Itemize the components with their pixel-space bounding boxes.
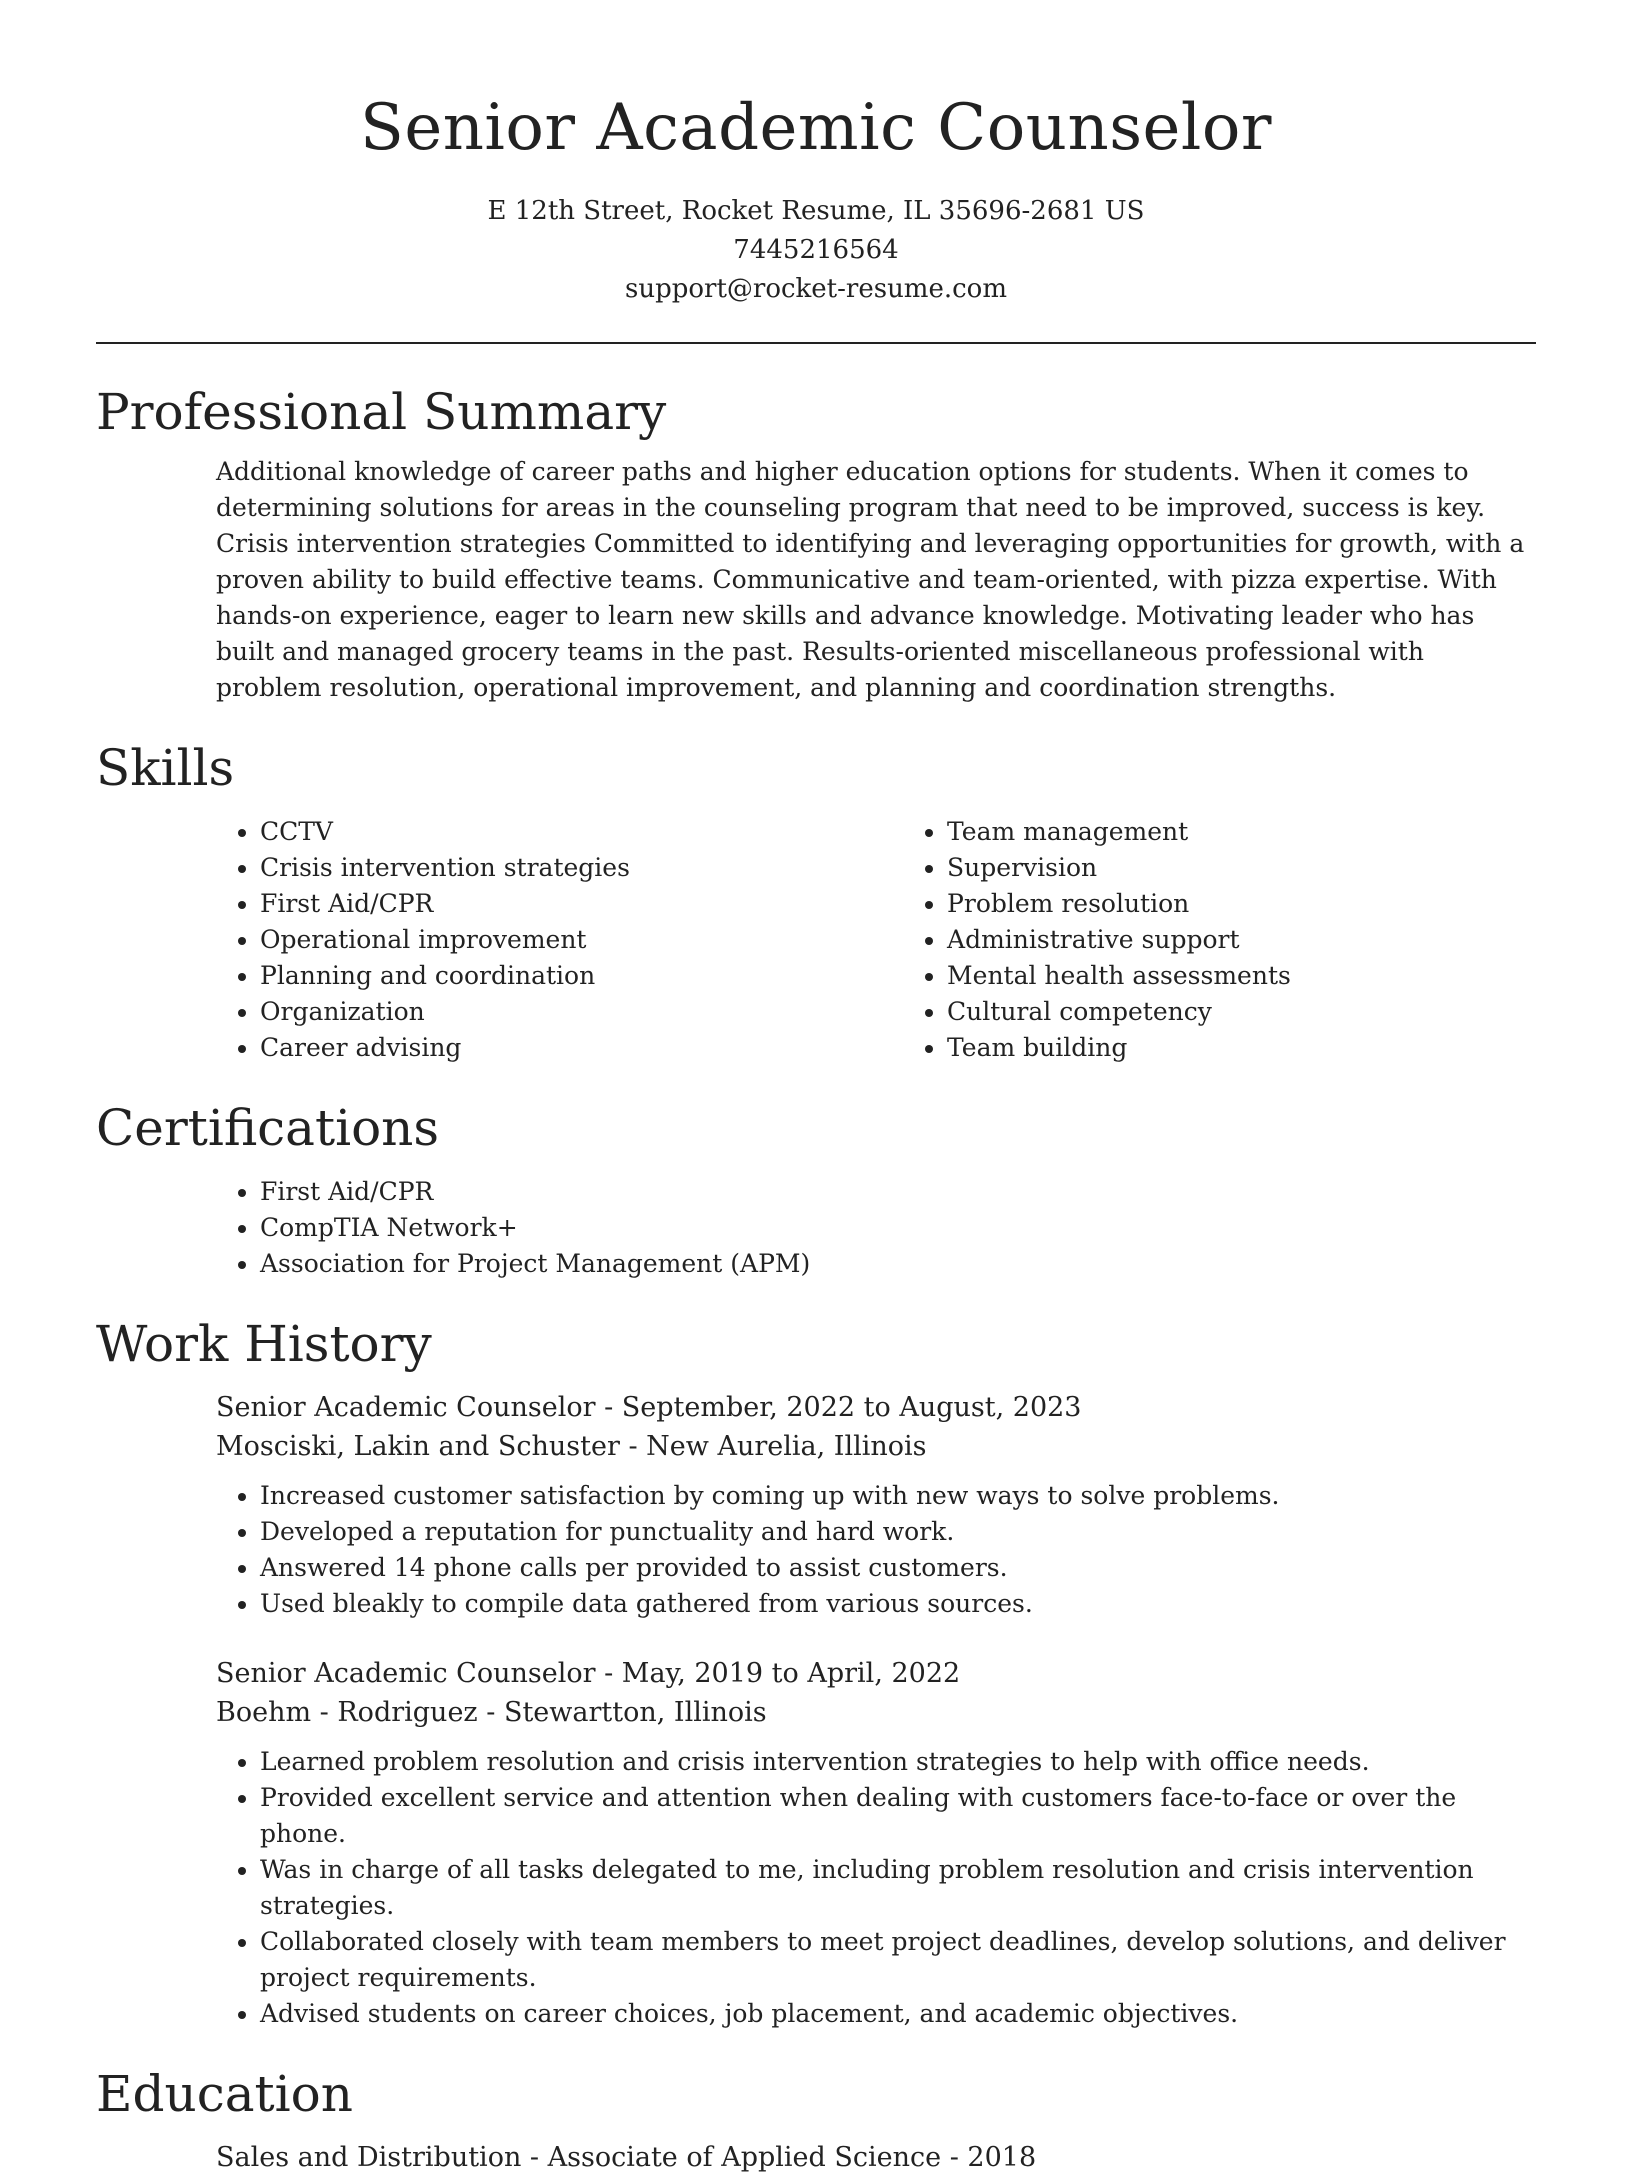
certification-item: • First Aid/CPR [260,1174,1536,1210]
job-entry [96,1388,1536,1622]
certifications-list [96,1174,1536,1282]
summary-text: Additional knowledge of career paths and higher education options for students. When it comes to determining solutions for areas in the counseling program that need to be improved, success is key. Crisis intervention strategies Committed to identifying and leveraging opportunities for growth, with a proven ability to build effective teams. Communicative and team-oriented, with pizza expertise. With hands-on experience, eager to learn new skills and advance knowledge. Motivating leader who has built and managed grocery teams in the past. Results-oriented miscellaneous professional with problem resolution, operational improvement, and planning and coordination strengths. [216,457,1525,702]
job-duty: • Answered 14 phone calls per provided to assist customers. [260,1550,1536,1586]
job-duty: • Collaborated closely with team members to meet project deadlines, develop solutions, and deliver project requirements. [260,1924,1536,1996]
skills-title: Skills [96,739,235,797]
job-duties-list [96,1478,1536,1622]
skill-item: • CCTV [260,814,898,850]
job-title-line [96,1388,1536,1427]
education-separator: - [521,2142,548,2173]
job-location: New Aurelia, Illinois [646,1431,927,1462]
summary-section [96,380,1536,706]
skills-grid [96,814,1536,1066]
resume-page [96,0,1536,2177]
skill-item: • Problem resolution [947,886,1536,922]
skill-item: • Career advising [260,1030,898,1066]
skills-list-right [898,814,1536,1066]
skill-item: • Team management [947,814,1536,850]
job-title-line [96,1654,1536,1693]
job-company: Boehm - Rodriguez [216,1697,478,1728]
job-separator: - [595,1392,622,1423]
candidate-name: Senior Academic Counselor [359,91,1273,165]
job-duty: • Developed a reputation for punctuality and hard work. [260,1514,1536,1550]
job-role: Senior Academic Counselor [216,1392,596,1423]
job-duty: • Learned problem resolution and crisis intervention strategies to help with office needs. [260,1744,1536,1780]
education-section [96,2062,1536,2177]
work-history-section [96,1312,1536,2032]
education-degree: Associate of Applied Science [547,2142,942,2173]
job-role: Senior Academic Counselor [216,1658,596,1689]
job-dates: September, 2022 to August, 2023 [621,1392,1082,1423]
certifications-section [96,1096,1536,1282]
header-divider [96,342,1536,344]
summary-title: Professional Summary [96,383,667,441]
skill-item: • Administrative support [947,922,1536,958]
education-entry [96,2138,1536,2177]
education-field: Sales and Distribution [216,2142,522,2173]
contact-block [96,192,1536,309]
contact-phone: 7445216564 [733,235,899,265]
job-duty: • Increased customer satisfaction by coming up with new ways to solve problems. [260,1478,1536,1514]
job-separator: - [477,1697,504,1728]
skill-item: • Crisis intervention strategies [260,850,898,886]
job-duty: • Used bleakly to compile data gathered from various sources. [260,1586,1536,1622]
job-separator: - [595,1658,622,1689]
job-dates: May, 2019 to April, 2022 [621,1658,961,1689]
job-duty: • Provided excellent service and attention when dealing with customers face-to-face or over the phone. [260,1780,1536,1852]
contact-address: E 12th Street, Rocket Resume, IL 35696-2681 US [487,196,1145,226]
job-duties-list [96,1744,1536,2032]
work-history-title: Work History [96,1315,432,1373]
job-company-line [96,1693,1536,1732]
job-location: Stewartton, Illinois [503,1697,767,1728]
skill-item: • Cultural competency [947,994,1536,1030]
skill-item: • Planning and coordination [260,958,898,994]
contact-email: support@rocket-resume.com [624,274,1007,304]
skills-section [96,736,1536,1066]
skill-item: • Operational improvement [260,922,898,958]
skill-item: • Mental health assessments [947,958,1536,994]
job-company: Mosciski, Lakin and Schuster [216,1431,620,1462]
certifications-title: Certifications [96,1099,440,1157]
job-separator: - [619,1431,647,1462]
skills-list-left [96,814,898,1066]
certification-item: • Association for Project Management (APM) [260,1246,1536,1282]
certification-item: • CompTIA Network+ [260,1210,1536,1246]
skill-item: • Organization [260,994,898,1030]
education-title: Education [96,2065,353,2123]
job-duty: • Was in charge of all tasks delegated to me, including problem resolution and crisis intervention strategies. [260,1852,1536,1924]
education-year: 2018 [967,2142,1037,2173]
resume-header [96,0,1536,309]
job-entry [96,1654,1536,2032]
skill-item: • Team building [947,1030,1536,1066]
skill-item: • First Aid/CPR [260,886,898,922]
education-separator: - [941,2142,968,2173]
job-duty: • Advised students on career choices, job placement, and academic objectives. [260,1996,1536,2032]
skill-item: • Supervision [947,850,1536,886]
job-company-line [96,1427,1536,1466]
